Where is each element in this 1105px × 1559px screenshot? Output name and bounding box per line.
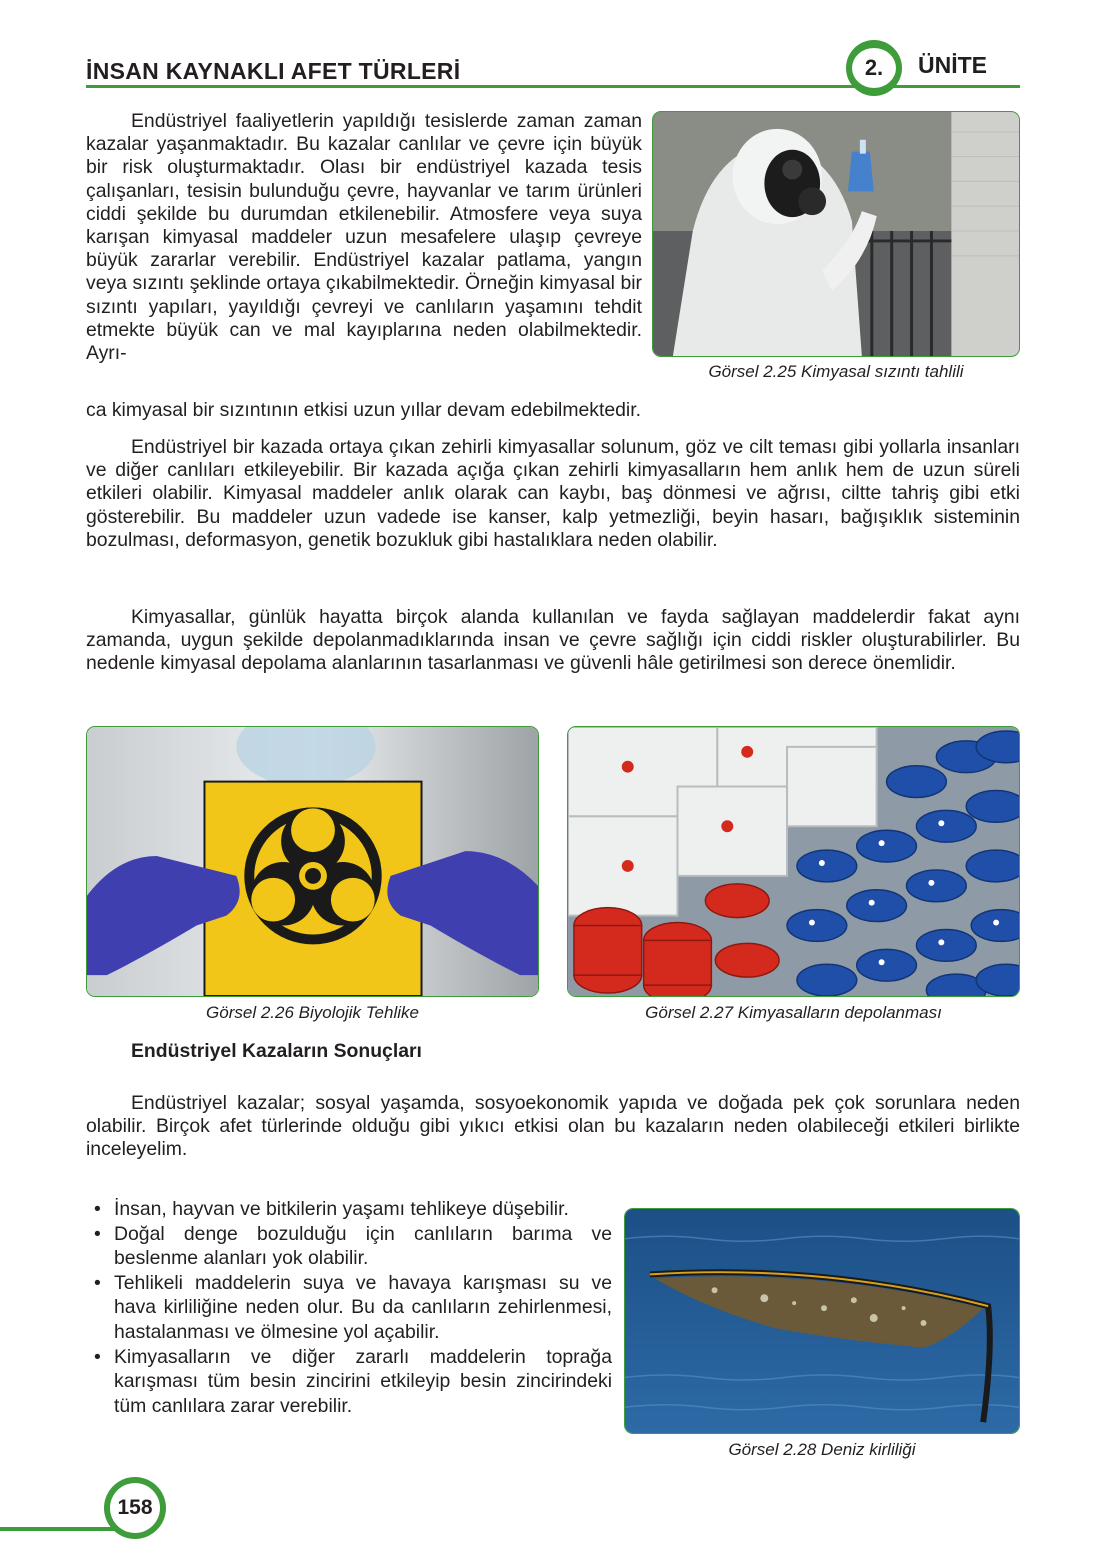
- figure-caption: Görsel 2.28 Deniz kirliliği: [728, 1440, 916, 1459]
- barrels-image: [568, 727, 1019, 996]
- paragraph-chemical-storage: Kimyasallar, günlük hayatta birçok alanda kullanılan ve fayda sağlayan maddelerdir fakat aynı zamanda, uygun şekilde depolanmadıklarında insan ve çevre sağlığı için ciddi riskler oluşturabilirler. Bu nedenle kimyasal depolama alanlarının tasarlanması ve güvenli hâle getirilmesi son derece önemlidir.: [86, 606, 1020, 675]
- list-item: • Kimyasalların ve diğer zararlı maddelerin toprağa karışması tüm besin zincirini etkileyip besin zincirindeki tüm canlılara zarar verebilir.: [94, 1345, 612, 1419]
- footer-line: [0, 1527, 120, 1531]
- figure-caption: Görsel 2.27 Kimyasalların depolanması: [645, 1003, 942, 1022]
- paragraph-consequences-intro: Endüstriyel kazalar; sosyal yaşamda, sosyoekonomik yapıda ve doğada pek çok sorunlara neden olabilir. Birçok afet türlerinde olduğu gibi yıkıcı etkisi olan bu kazaların neden olabileceği etkileri birlikte inceleyelim.: [86, 1092, 1020, 1161]
- unit-label: ÜNİTE: [918, 52, 987, 78]
- figure-chemical-analysis: [652, 111, 1020, 357]
- biohazard-sign-image: [87, 727, 538, 996]
- figure-chemical-storage: [567, 726, 1020, 997]
- unit-number: 2.: [852, 48, 896, 88]
- oil-boom-image: [625, 1209, 1019, 1433]
- paragraph-toxic-effects: Endüstriyel bir kazada ortaya çıkan zehirli kimyasallar solunum, göz ve cilt teması gibi yollarla insanları ve diğer canlıları etkileyebilir. Bir kazada açığa çıkan zehirli kimyasalların hem anlık hem de uzun süreli etkileri olabilir. Kimyasal maddeler anlık olarak can kaybı, baş dönmesi ve ağrısı, ciltte tahriş gibi etki gösterebilir. Bu maddeler uzun vadede ise kanser, kalp yetmezliği, beyin hasarı, bağışıklık sisteminin bozulması, deformasyon, genetik bozukluk gibi hastalıklara neden olabilir.: [86, 436, 1020, 551]
- figure-biohazard: [86, 726, 539, 997]
- list-item: • İnsan, hayvan ve bitkilerin yaşamı tehlikeye düşebilir.: [94, 1197, 612, 1222]
- page-header-title: İNSAN KAYNAKLI AFET TÜRLERİ: [86, 58, 461, 84]
- figure-caption: Görsel 2.25 Kimyasal sızıntı tahlili: [708, 362, 964, 381]
- figure-caption: Görsel 2.26 Biyolojik Tehlike: [206, 1003, 419, 1022]
- paragraph-industrial-accidents: Endüstriyel faaliyetlerin yapıldığı tesislerde zaman zaman kazalar yaşanmaktadır. Bu kazalar canlılar ve çevre için büyük bir risk oluşturmaktadır. Olası bir endüstriyel kazada tesis çalışanları, tesisin bulunduğu çevre, hayvanlar ve tarım ürünleri ciddi şekilde bu durumdan etkilenebilir. Atmosfere veya suya karışan kimyasal maddeler uzun mesafelere ulaşıp çevreye büyük zararlar verebilir. Endüstriyel kazalar patlama, yangın veya sızıntı şeklinde ortaya çıkabilmektedir. Örneğin kimyasal bir sızıntı yapıları, yayıldığı çevreyi ve canlıların yaşamını tehdit etmekte büyük can ve mal kayıplarına neden olabilmektedir. Ayrı-: [86, 110, 642, 365]
- list-item: • Doğal denge bozulduğu için canlıların barıma ve beslenme alanları yok olabilir.: [94, 1222, 612, 1271]
- page-number: 158: [110, 1483, 160, 1533]
- figure-sea-pollution: [624, 1208, 1020, 1434]
- section-heading: Endüstriyel Kazaların Sonuçları: [131, 1040, 422, 1062]
- paragraph-industrial-accidents-end: ca kimyasal bir sızıntının etkisi uzun yıllar devam edebilmektedir.: [86, 399, 642, 421]
- list-item: • Tehlikeli maddelerin suya ve havaya karışması su ve hava kirliliğine neden olur. Bu da canlıların zehirlenmesi, hastalanması ve ölmesine yol açabilir.: [94, 1271, 612, 1345]
- consequences-list: [94, 1197, 612, 1418]
- hazmat-scientist-image: [653, 112, 1019, 356]
